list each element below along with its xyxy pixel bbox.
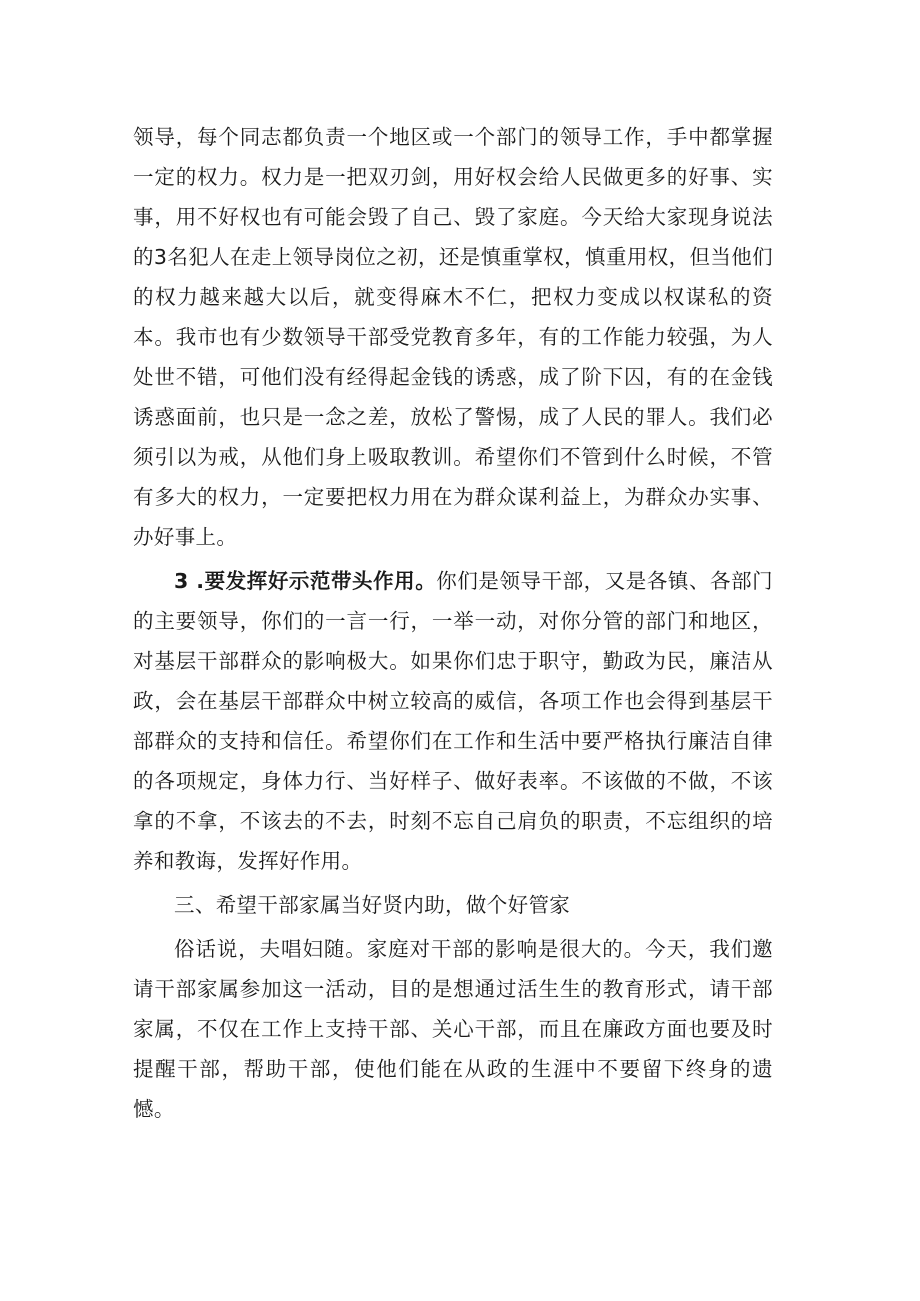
document-page (133, 117, 773, 1129)
paragraph-heading-bold: 3 .要发挥好示范带头作用。 (174, 569, 437, 593)
paragraph-set-example (133, 561, 773, 881)
paragraph-body: 你们是领导干部，又是各镇、各部门的主要领导，你们的一言一行，一举一动，对你分管的部门和地区，对基层干部群众的影响极大。如果你们忠于职守，勤政为民，廉洁从政，会在基层干部群众中树立较高的威信，各项工作也会得到基层干部群众的支持和信任。希望你们在工作和生活中要严格执行廉洁自律的各项规定，身体力行、当好样子、做好表率。不该做的不做，不该拿的不拿，不该去的不去，时刻不忘自己肩负的职责，不忘组织的培养和教诲，发挥好作用。 (133, 569, 773, 873)
paragraph-family-role: 俗话说，夫唱妇随。家庭对干部的影响是很大的。今天，我们邀请干部家属参加这一活动，目的是想通过活生生的教育形式，请干部家属，不仅在工作上支持干部、关心干部，而且在廉政方面也要及时提醒干部，帮助干部，使他们能在从政的生涯中不要留下终身的遗憾。 (133, 937, 773, 1121)
paragraph-power-warning: 领导，每个同志都负责一个地区或一个部门的领导工作，手中都掌握一定的权力。权力是一把双刃剑，用好权会给人民做更多的好事、实事，用不好权也有可能会毁了自己、毁了家庭。今天给大家现身说法的3名犯人在走上领导岗位之初，还是慎重掌权，慎重用权，但当他们的权力越来越大以后，就变得麻木不仁，把权力变成以权谋私的资本。我市也有少数领导干部受党教育多年，有的工作能力较强，为人处世不错，可他们没有经得起金钱的诱惑，成了阶下囚，有的在金钱诱惑面前，也只是一念之差，放松了警惕，成了人民的罪人。我们必须引以为戒，从他们身上吸取教训。希望你们不管到什么时候，不管有多大的权力，一定要把权力用在为群众谋利益上，为群众办实事、办好事上。 (133, 125, 773, 549)
section-heading-family: 三、希望干部家属当好贤内助，做个好管家 (174, 893, 571, 917)
